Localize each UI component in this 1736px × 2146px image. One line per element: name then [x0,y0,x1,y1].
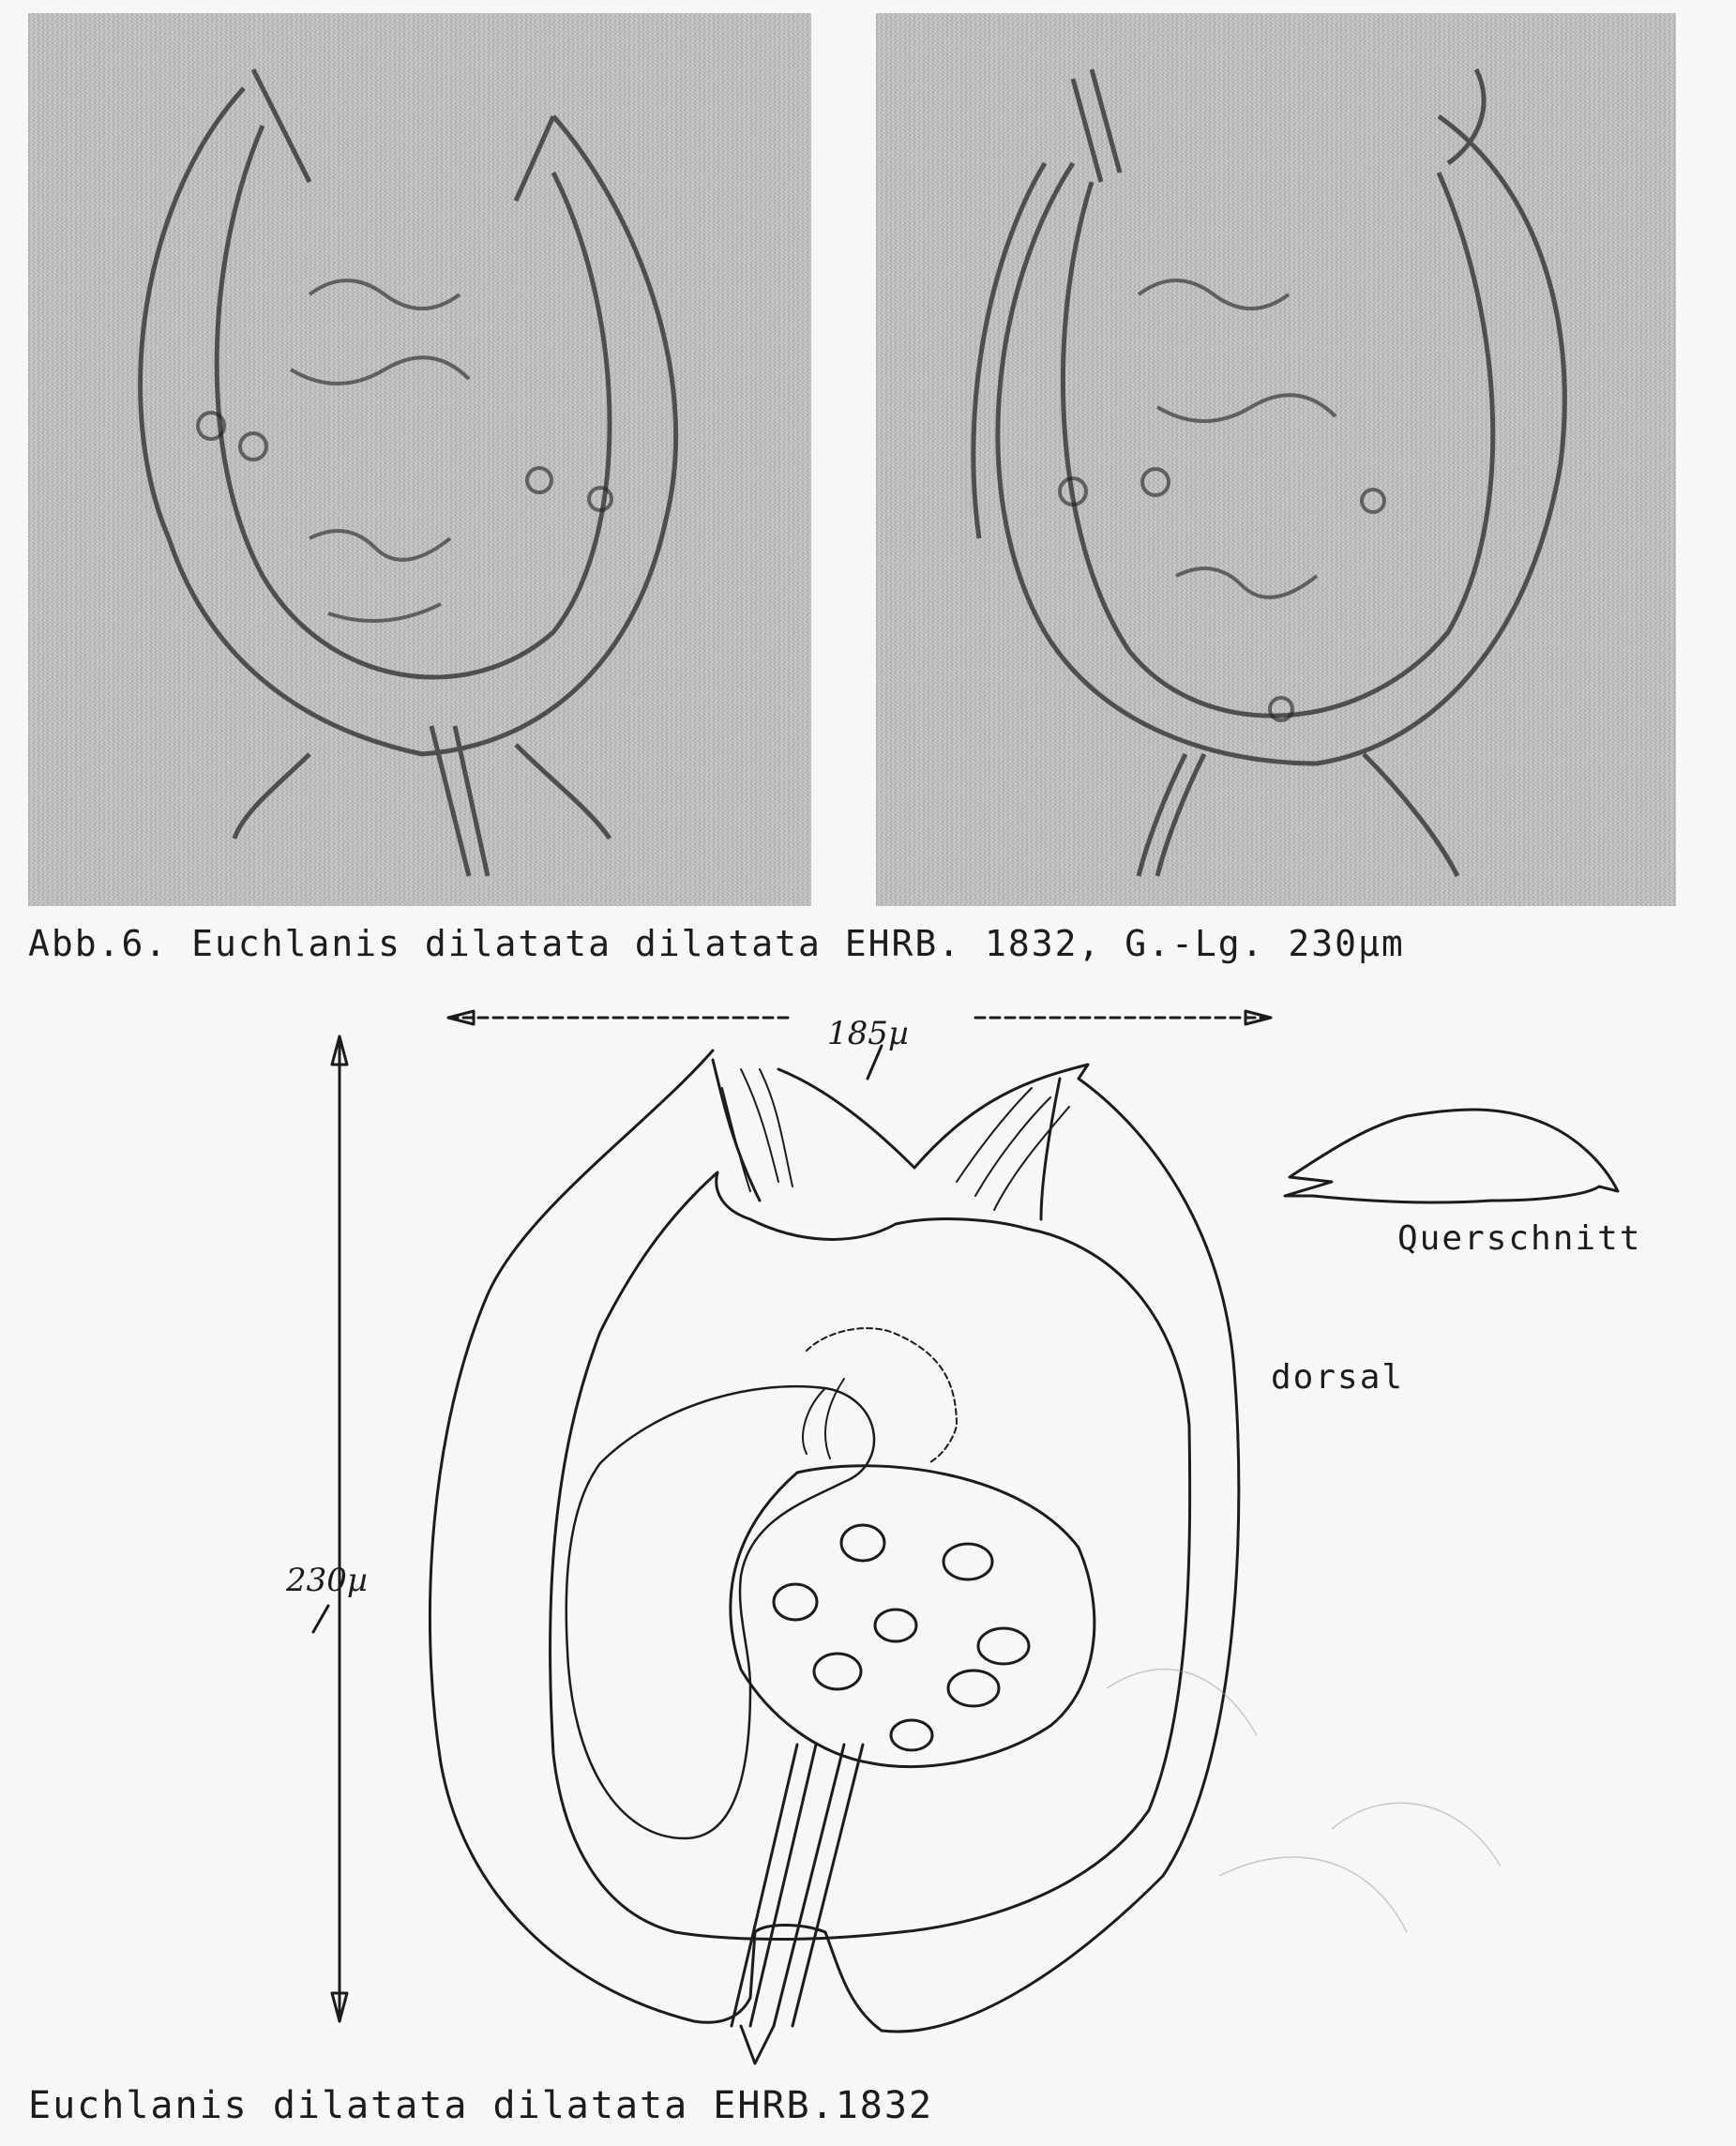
specimen-photo-right [876,13,1676,906]
cross-section-outline [1285,1110,1618,1202]
specimen-photo-left [28,13,811,906]
body-outline [551,1172,1190,1940]
figure-caption-bottom: Euchlanis dilatata dilatata EHRB.1832 [28,2084,934,2127]
length-label: 230µ [286,1562,368,1599]
lorica-outline [430,1050,1238,2032]
mastax-outline [807,1328,957,1463]
vitellarium-nuclei [774,1525,1029,1750]
cross-section-label: Querschnitt [1397,1219,1642,1258]
figure-caption-top: Abb.6. Euchlanis dilatata dilatata EHRB. 1832, G.-Lg. 230µm [28,923,1405,964]
dorsal-view-label: dorsal [1271,1358,1405,1397]
width-label: 185µ [827,1015,909,1052]
line-drawing [0,994,1736,2082]
photomicrograph-right [876,13,1676,906]
photomicrograph-left [28,13,811,906]
